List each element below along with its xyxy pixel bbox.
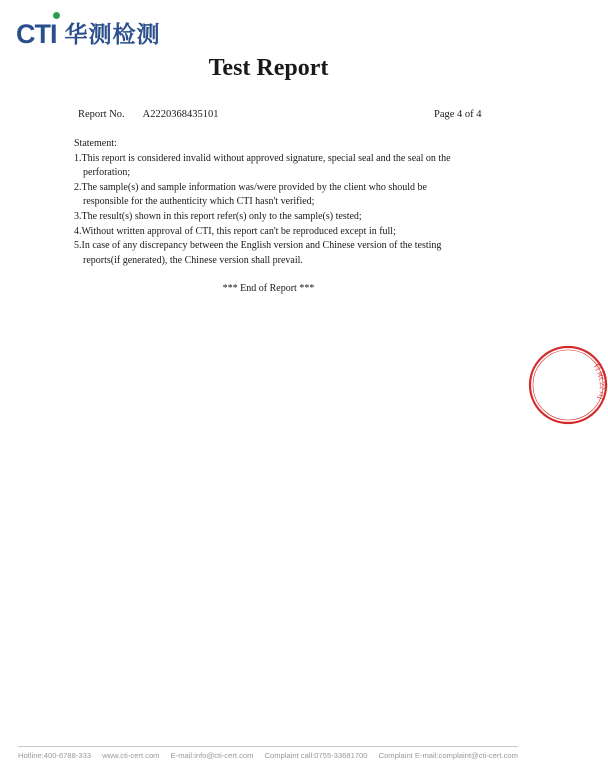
statement-item: 4.Without written approval of CTI, this report can't be reproduced except in full; (74, 225, 396, 237)
seal-text: 有限公司 (590, 360, 608, 401)
page-number: Page 4 of 4 (434, 109, 482, 120)
report-number (78, 109, 219, 120)
footer-hotline: Hotline:400-6788-333 (18, 751, 92, 760)
footer-website[interactable]: www.cti-cert.com (102, 751, 160, 760)
footer-complaint-email[interactable]: Complaint E-mail:complaint@cti-cert.com (378, 751, 518, 760)
page-title: Test Report (208, 55, 329, 81)
footer-complaint-call: Complaint call:0755-33681700 (264, 751, 368, 760)
statement-section (74, 137, 474, 268)
statement-item: 3.The result(s) shown in this report refer(s) only to the sample(s) tested; (74, 210, 362, 222)
footer-email[interactable]: E-mail:info@cti-cert.com (170, 751, 254, 760)
statement-item: 5.In case of any discrepancy between the English version and Chinese version of the testing reports(if generated), the Chinese version shall prevail. (74, 240, 442, 266)
company-seal-stamp (528, 345, 608, 425)
logo-text-cn: 华测检测 (64, 21, 161, 47)
statement-item: 2.The sample(s) and sample information was/were provided by the client who should be responsible for the authenticity which CTI hasn't verified; (74, 181, 427, 208)
footer (18, 751, 518, 760)
logo-dot-icon (53, 12, 60, 19)
footer-divider (18, 746, 518, 747)
company-logo (16, 19, 161, 49)
report-number-value: A2220368435101 (142, 109, 219, 120)
report-number-label: Report No. (78, 109, 125, 120)
logo-text-en: CTI (16, 19, 57, 49)
statement-item: 1.This report is considered invalid without approved signature, special seal and the seal on the perforation; (74, 152, 451, 179)
end-of-report: *** End of Report *** (222, 283, 315, 294)
statement-heading: Statement: (74, 138, 117, 149)
